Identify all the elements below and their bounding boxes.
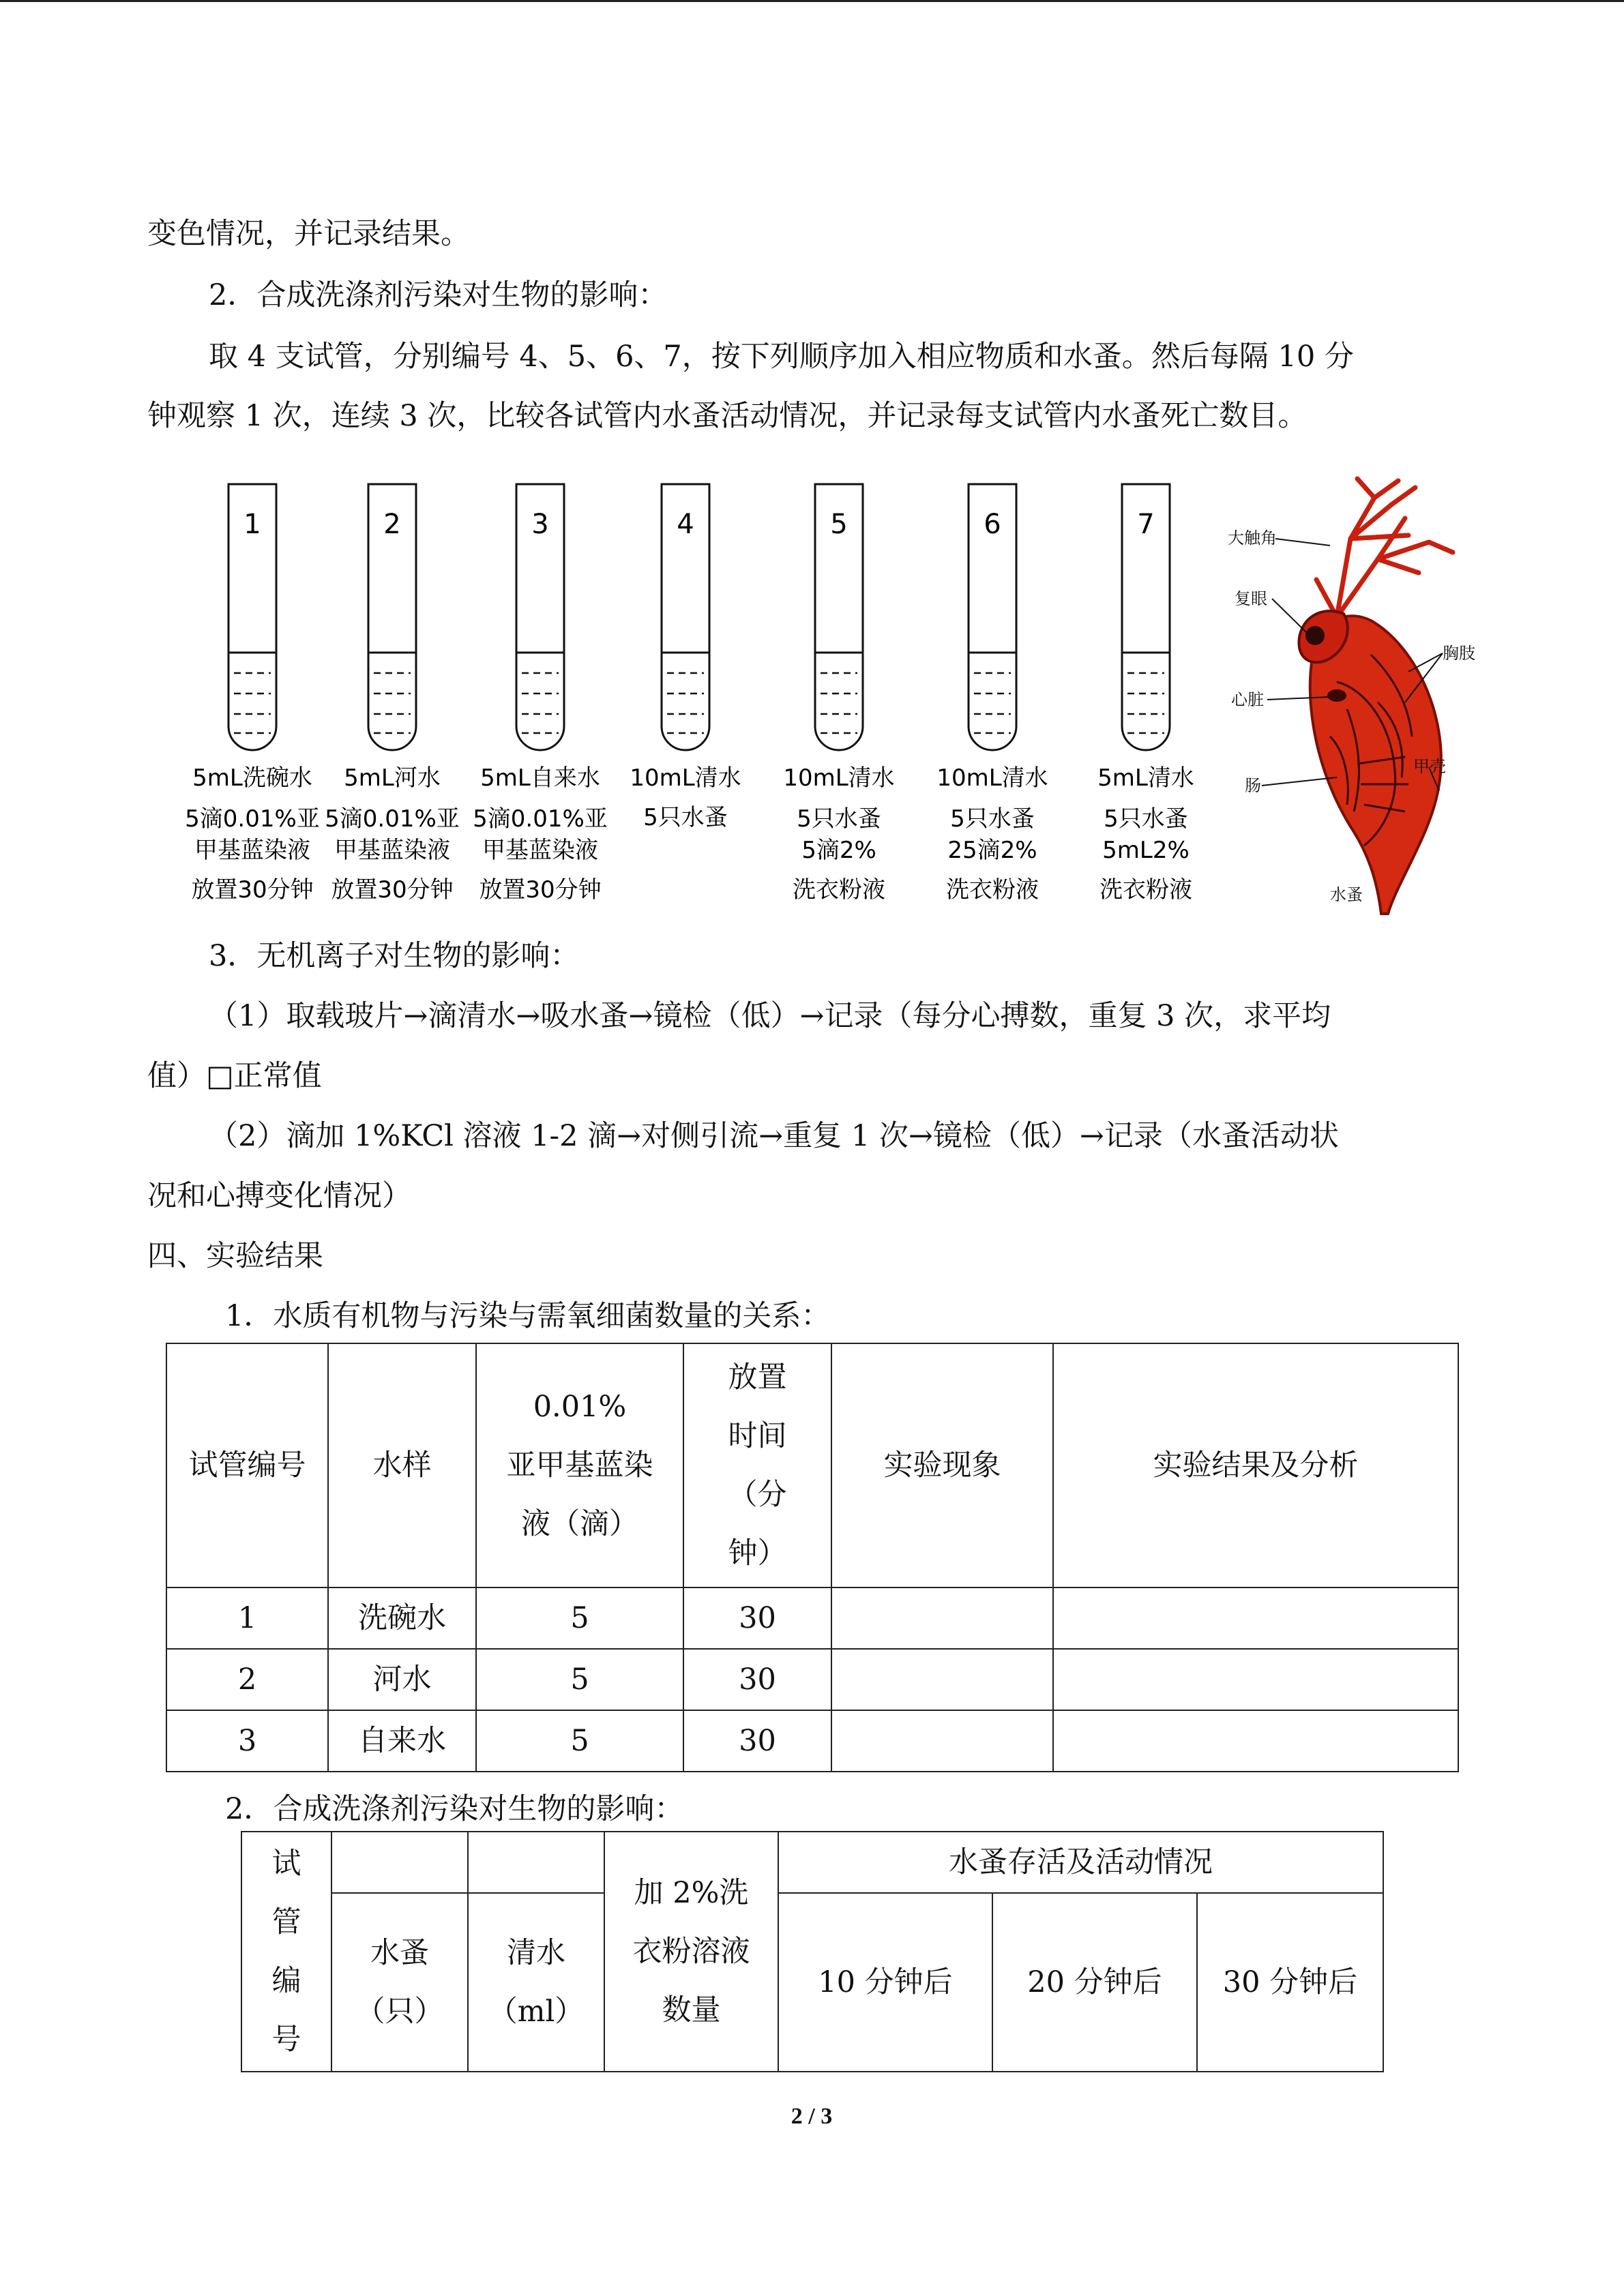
table2-header-30min: 30 分钟后 [1197,1893,1383,2072]
table-cell: 1 [166,1587,328,1649]
table-cell: 30 [683,1710,831,1772]
test-tube-6 [936,484,1048,904]
test-tube-number: 4 [677,509,694,540]
test-tube-7 [1097,484,1194,904]
test-tube-label: 5滴0.01%亚 [473,805,608,833]
test-tube-3 [473,484,608,904]
table2-header-water: 清水 （ml） [468,1893,604,2072]
table-cell: 5 [476,1710,683,1772]
test-tube-label: 5mL洗碗水 [192,764,312,792]
table-cell [831,1587,1053,1649]
test-tube-number: 6 [984,509,1001,540]
table-row [166,1649,1458,1710]
table1-header-analysis: 实验结果及分析 [1053,1343,1458,1587]
test-tube-label: 5mL自来水 [480,764,600,792]
test-tube-4 [630,484,741,831]
test-tube-number: 7 [1137,509,1155,540]
table-row [166,1710,1458,1772]
table-cell [831,1710,1053,1772]
test-tube-label: 5只水蚤 [950,805,1035,833]
table-organic-pollution [166,1343,1459,1772]
table-cell [831,1649,1053,1710]
table1-header-time: 放置 时间 （分 钟） [683,1343,831,1587]
test-tube-label: 放置30分钟 [331,876,454,904]
label-heart: 心脏 [1231,690,1264,709]
table-cell: 30 [683,1587,831,1649]
table-cell: 5 [476,1649,683,1710]
test-tube-label: 10mL清水 [936,764,1048,792]
table2-header-tube: 试 管 编 号 [241,1832,331,2072]
paragraph-continuation: 变色情况，并记录结果。 [147,217,470,251]
paragraph-ions-step1-line2: 值）□正常值 [147,1059,322,1093]
table2-header-survival: 水蚤存活及活动情况 [778,1832,1383,1893]
test-tube-label: 5mL清水 [1097,764,1194,792]
test-tube-label: 10mL清水 [783,764,895,792]
table-cell [1053,1587,1458,1649]
test-tube-label: 洗衣粉液 [793,876,885,904]
label-antenna: 大触角 [1228,528,1277,548]
experiment-figure [171,464,1475,927]
test-tube-label: 5滴2% [801,837,876,864]
table-cell: 5 [476,1587,683,1649]
test-tube-label: 5只水蚤 [797,805,881,833]
paragraph-detergent-line1: 取 4 支试管，分别编号 4、5、6、7，按下列顺序加入相应物质和水蚤。然后每隔 10 分 [209,340,1354,374]
table2-header-detergent: 加 2%洗 衣粉溶液 数量 [604,1832,778,2072]
test-tube-1 [185,484,320,904]
table1-header-sample: 水样 [328,1343,476,1587]
table-cell: 2 [166,1649,328,1710]
table1-header-tube: 试管编号 [166,1343,328,1587]
heading-result1: 1．水质有机物与污染与需氧细菌数量的关系： [225,1299,831,1333]
test-tube-label: 5只水蚤 [643,804,728,831]
table2-blank-cell [468,1832,604,1893]
table1-header-phenomenon: 实验现象 [831,1343,1053,1587]
test-tube-label: 10mL清水 [630,764,741,792]
test-tube-label: 5滴0.01%亚 [185,805,320,833]
label-legs: 胸肢 [1443,644,1475,663]
paragraph-detergent-line2: 钟观察 1 次，连续 3 次，比较各试管内水蚤活动情况，并记录每支试管内水蚤死亡数目。 [147,399,1308,433]
test-tube-2 [325,484,460,904]
test-tube-label: 5只水蚤 [1104,805,1188,833]
test-tube-label: 放置30分钟 [479,876,602,904]
top-border-line [0,0,1624,2]
label-intestine: 肠 [1245,776,1261,795]
heading-result2: 2．合成洗涤剂污染对生物的影响： [225,1792,684,1826]
table2-header-20min: 20 分钟后 [992,1893,1197,2072]
label-shell: 甲壳 [1413,757,1446,776]
heading-results: 四、实验结果 [147,1239,323,1273]
table-row [166,1587,1458,1649]
table-cell: 3 [166,1710,328,1772]
test-tube-label: 甲基蓝染液 [334,837,450,864]
test-tube-5 [783,484,894,904]
test-tube-number: 2 [383,509,401,540]
page-number: 2 / 3 [791,2104,833,2129]
table1-header-dye: 0.01% 亚甲基蓝染 液（滴） [476,1343,683,1587]
test-tube-label: 25滴2% [947,837,1037,864]
paragraph-ions-step1-line1: （1）取载玻片→滴清水→吸水蚤→镜检（低）→记录（每分心搏数，重复 3 次，求平均 [209,999,1331,1033]
test-tube-number: 3 [531,509,549,540]
test-tube-label: 甲基蓝染液 [194,837,310,864]
test-tube-label: 5mL2% [1102,837,1190,864]
test-tube-label: 甲基蓝染液 [482,837,598,864]
heading-ions: 3．无机离子对生物的影响： [209,939,580,973]
table-cell [1053,1649,1458,1710]
test-tube-label: 5mL河水 [344,764,441,792]
table-detergent-effect [241,1831,1384,2072]
table-cell: 洗碗水 [328,1587,476,1649]
test-tube-label: 5滴0.01%亚 [325,805,460,833]
test-tube-label: 洗衣粉液 [946,876,1039,904]
test-tube-label: 洗衣粉液 [1099,876,1192,904]
test-tube-number: 1 [243,509,261,540]
label-eye: 复眼 [1235,589,1267,608]
table2-blank-cell [331,1832,468,1893]
table1-header-row [166,1343,1458,1587]
label-caption: 水蚤 [1330,885,1363,904]
table2-header-10min: 10 分钟后 [778,1893,992,2072]
table-cell: 30 [683,1649,831,1710]
test-tube-label: 放置30分钟 [191,876,314,904]
table-cell [1053,1710,1458,1772]
paragraph-ions-step2-line2: 况和心搏变化情况） [147,1179,411,1213]
table2-header-daphnia: 水蚤 （只） [331,1893,468,2072]
heading-detergent: 2．合成洗涤剂污染对生物的影响： [209,278,668,312]
daphnia-illustration [1228,479,1475,914]
paragraph-ions-step2-line1: （2）滴加 1%KCl 溶液 1-2 滴→对侧引流→重复 1 次→镜检（低）→记录（水蚤活动状 [209,1119,1339,1153]
table-cell: 河水 [328,1649,476,1710]
test-tube-number: 5 [830,509,848,540]
table-cell: 自来水 [328,1710,476,1772]
